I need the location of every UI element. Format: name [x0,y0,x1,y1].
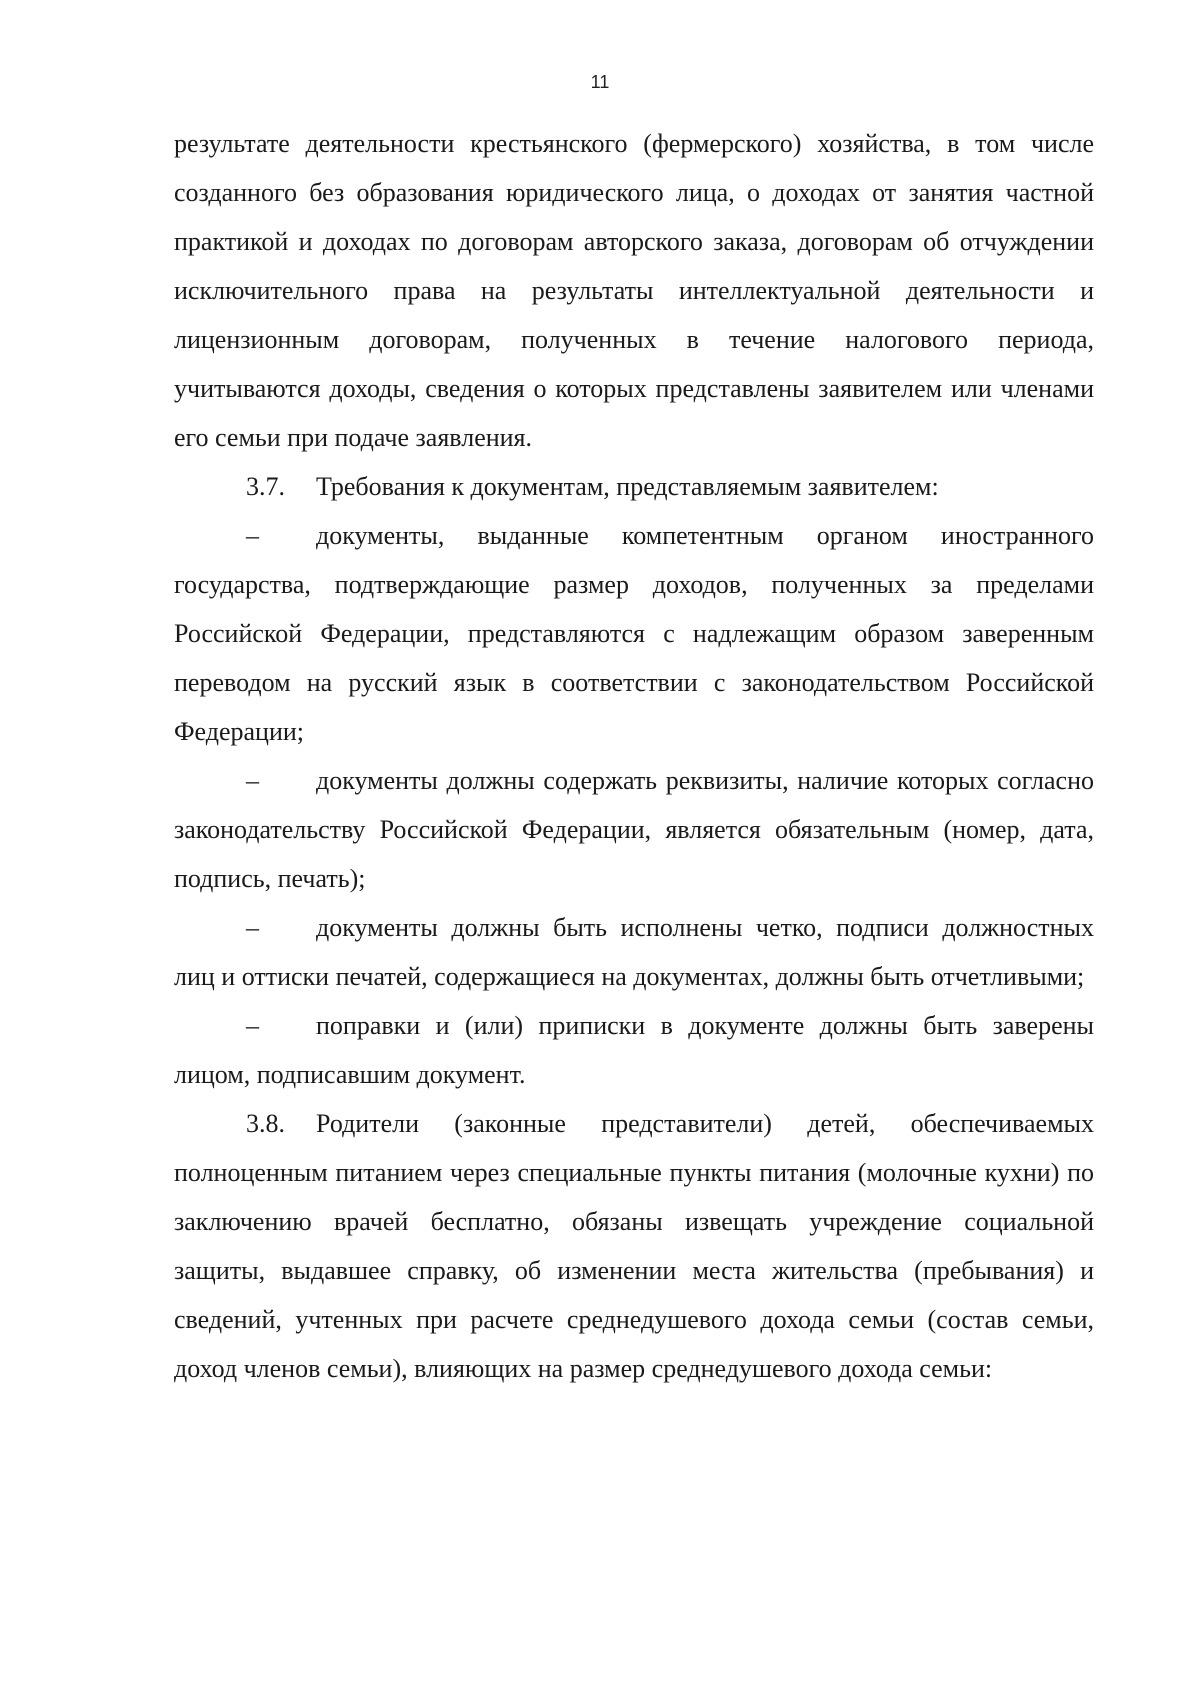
paragraph-continuation [174,119,1094,462]
dash-marker: – [246,521,259,550]
dash-marker: – [246,1011,259,1040]
paragraph-text: документы должны быть исполнены четко, подписи должностных лиц и оттиски печатей, содержащиеся на документах, должны быть отчетливыми; [174,913,1094,991]
clause-number: 3.8. [246,1109,285,1138]
list-item [174,511,1094,756]
clause-number: 3.7. [246,472,285,501]
dash-marker: – [246,913,259,942]
list-item [174,903,1094,1001]
list-item [174,756,1094,903]
page-number: 11 [590,72,610,92]
paragraph-text: документы, выданные компетентным органом иностранного государства, подтверждающие размер доходов, полученных за пределами Российской Федерации, представляются с надлежащим образом заверенным переводом на русский язык в соответствии с законодательством Российской Федерации; [174,521,1094,746]
clause-3-8 [174,1099,1094,1393]
dash-marker: – [246,766,259,795]
list-item [174,1001,1094,1099]
clause-3-7 [174,462,1094,511]
document-body [174,119,1094,1393]
paragraph-text: Требования к документам, представляемым заявителем: [316,472,939,501]
paragraph-text: результате деятельности крестьянского (фермерского) хозяйства, в том числе созданного без образования юридического лица, о доходах от занятия частной практикой и доходах по договорам авторского заказа, договорам об отчуждении исключительного права на результаты интеллектуальной деятельности и лицензионным договорам, полученных в течение налогового периода, учитываются доходы, сведения о которых представлены заявителем или членами его семьи при подаче заявления. [174,129,1094,452]
paragraph-text: поправки и (или) приписки в документе должны быть заверены лицом, подписавшим документ. [174,1011,1094,1089]
paragraph-text: документы должны содержать реквизиты, наличие которых согласно законодательству Российской Федерации, является обязательным (номер, дата, подпись, печать); [174,766,1094,893]
paragraph-text: Родители (законные представители) детей, обеспечиваемых полноценным питанием через специальные пункты питания (молочные кухни) по заключению врачей бесплатно, обязаны извещать учреждение социальной защиты, выдавшее справку, об изменении места жительства (пребывания) и сведений, учтенных при расчете среднедушевого дохода семьи (состав семьи, доход членов семьи), влияющих на размер среднедушевого дохода семьи: [174,1109,1094,1383]
